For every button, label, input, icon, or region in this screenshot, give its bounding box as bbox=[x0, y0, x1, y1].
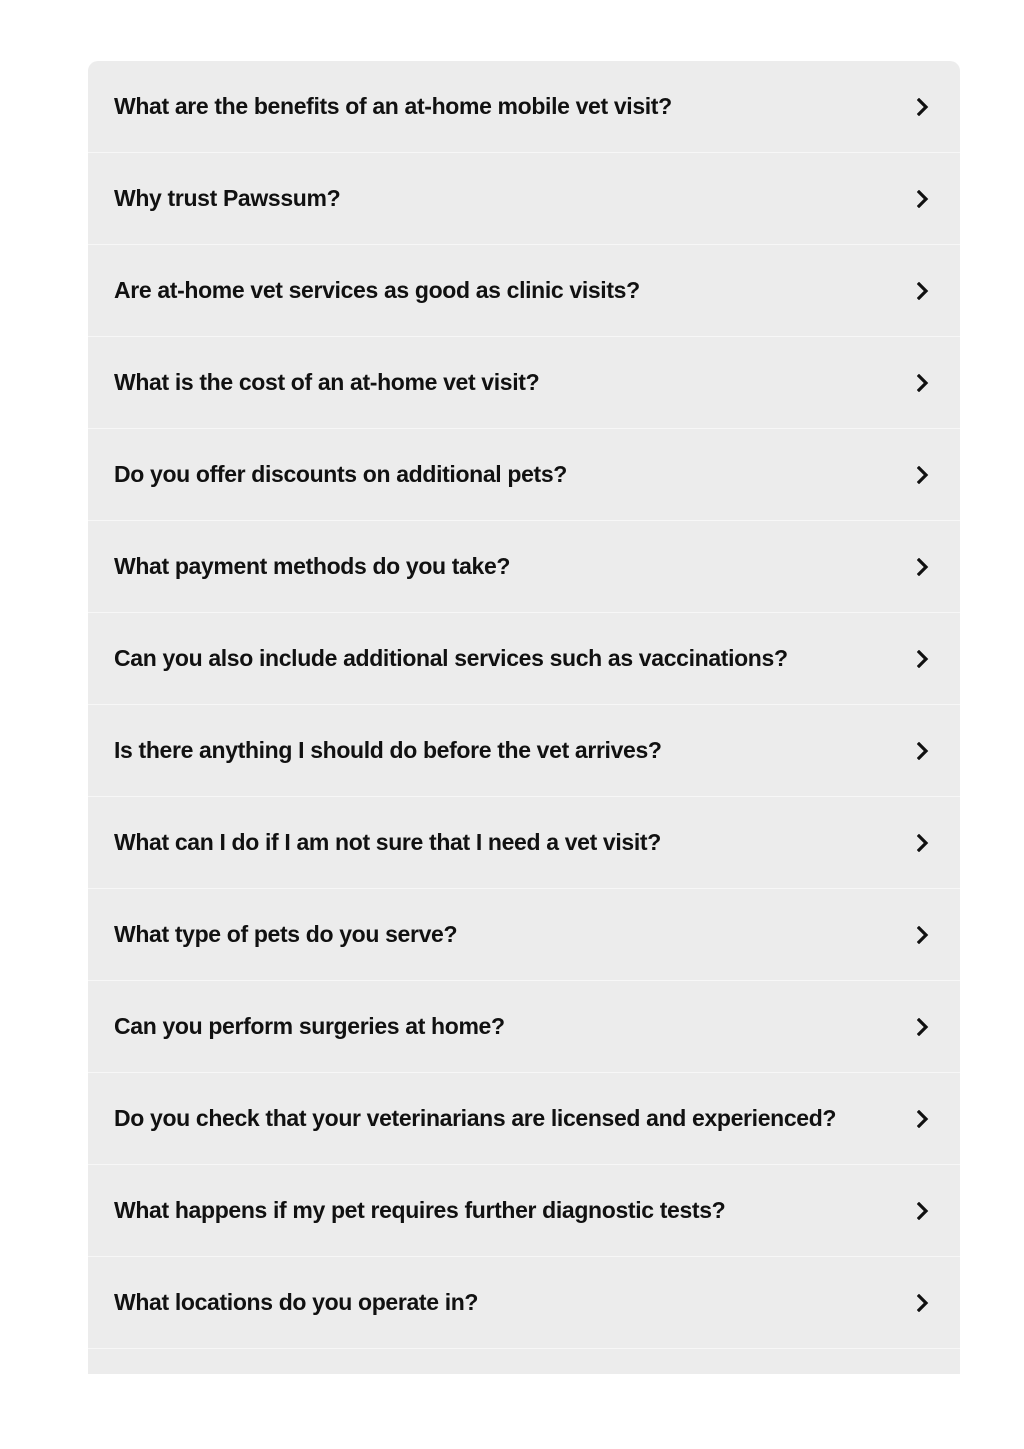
faq-item-partial[interactable] bbox=[88, 1349, 960, 1374]
faq-item[interactable] bbox=[88, 521, 960, 613]
faq-question: What are the benefits of an at-home mobile vet visit? bbox=[114, 93, 672, 119]
faq-question: Do you offer discounts on additional pets? bbox=[114, 461, 567, 487]
chevron-right-icon[interactable] bbox=[916, 97, 930, 117]
chevron-right-icon[interactable] bbox=[916, 465, 930, 485]
chevron-right-icon[interactable] bbox=[916, 649, 930, 669]
faq-question: What can I do if I am not sure that I need a vet visit? bbox=[114, 829, 661, 855]
faq-item[interactable] bbox=[88, 1073, 960, 1165]
faq-question: Why trust Pawssum? bbox=[114, 185, 341, 211]
chevron-right-icon[interactable] bbox=[916, 1017, 930, 1037]
faq-question: What locations do you operate in? bbox=[114, 1289, 479, 1315]
chevron-right-icon[interactable] bbox=[916, 189, 930, 209]
faq-question: What type of pets do you serve? bbox=[114, 921, 458, 947]
faq-question: Do you check that your veterinarians are licensed and experienced? bbox=[114, 1105, 837, 1131]
faq-item[interactable] bbox=[88, 429, 960, 521]
chevron-right-icon[interactable] bbox=[916, 1293, 930, 1313]
chevron-right-icon[interactable] bbox=[916, 741, 930, 761]
faq-item[interactable] bbox=[88, 153, 960, 245]
faq-item[interactable] bbox=[88, 61, 960, 153]
faq-item[interactable] bbox=[88, 1165, 960, 1257]
chevron-right-icon[interactable] bbox=[916, 557, 930, 577]
chevron-right-icon[interactable] bbox=[916, 925, 930, 945]
chevron-right-icon[interactable] bbox=[916, 281, 930, 301]
faq-item[interactable] bbox=[88, 337, 960, 429]
chevron-right-icon[interactable] bbox=[916, 1109, 930, 1129]
chevron-right-icon[interactable] bbox=[916, 1201, 930, 1221]
faq-item[interactable] bbox=[88, 613, 960, 705]
faq-item[interactable] bbox=[88, 245, 960, 337]
faq-question: What payment methods do you take? bbox=[114, 553, 511, 579]
faq-question: What is the cost of an at-home vet visit? bbox=[114, 369, 540, 395]
chevron-right-icon[interactable] bbox=[916, 833, 930, 853]
faq-item[interactable] bbox=[88, 705, 960, 797]
faq-item[interactable] bbox=[88, 1257, 960, 1349]
faq-question: Can you perform surgeries at home? bbox=[114, 1013, 505, 1039]
faq-accordion bbox=[88, 61, 960, 1374]
faq-question: Are at-home vet services as good as clinic visits? bbox=[114, 277, 640, 303]
faq-question: Can you also include additional services such as vaccinations? bbox=[114, 645, 788, 671]
chevron-right-icon[interactable] bbox=[916, 373, 930, 393]
faq-question: What happens if my pet requires further diagnostic tests? bbox=[114, 1197, 726, 1223]
faq-question: Is there anything I should do before the vet arrives? bbox=[114, 737, 662, 763]
faq-item[interactable] bbox=[88, 981, 960, 1073]
faq-item[interactable] bbox=[88, 889, 960, 981]
faq-item[interactable] bbox=[88, 797, 960, 889]
